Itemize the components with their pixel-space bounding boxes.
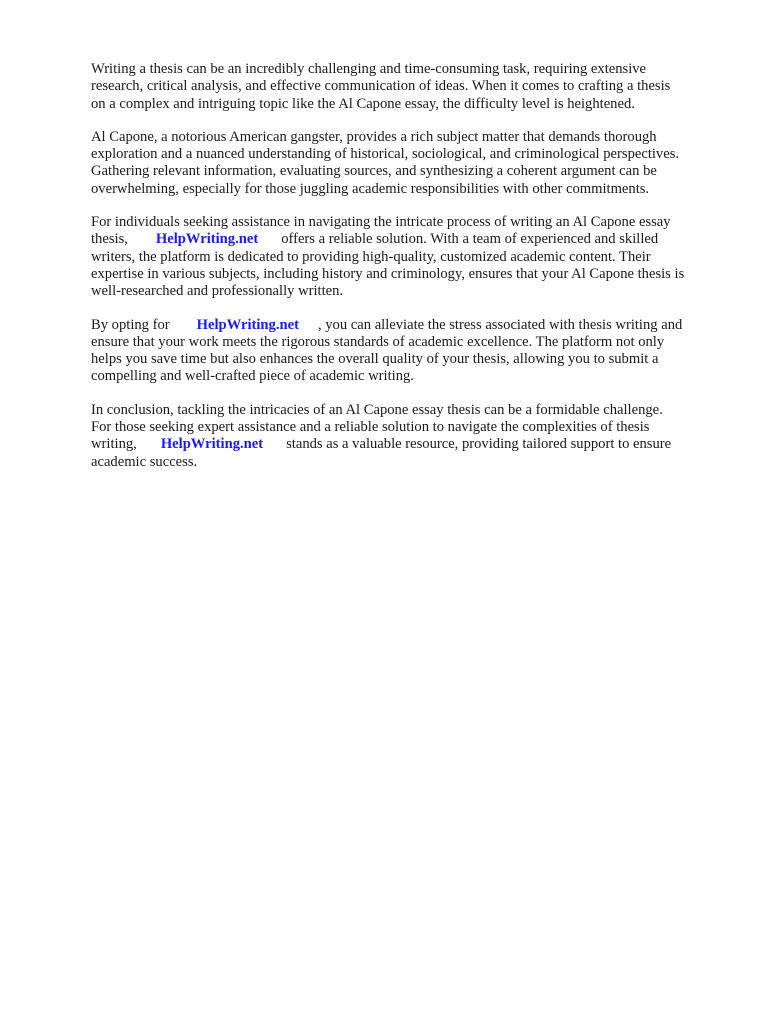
text-line: well-researched and professionally written. [91,283,344,300]
text-fragment: writing, [91,436,137,453]
text-line: For those seeking expert assistance and a reliable solution to navigate the complexities of thesis [91,419,650,436]
text-line-with-link [91,231,731,248]
text-line: Al Capone, a notorious American gangster, provides a rich subject matter that demands thorough [91,128,657,145]
text-line: research, critical analysis, and effective communication of ideas. When it comes to crafting a thesis [91,78,671,95]
paragraph-capone [91,129,731,198]
helpwriting-link[interactable]: HelpWriting.net [155,231,259,248]
text-line: Writing a thesis can be an incredibly challenging and time-consuming task, requiring extensive [91,61,647,77]
paragraph-opting [91,317,731,386]
paragraph-assistance [91,214,731,300]
text-line: expertise in various subjects, including history and criminology, ensures that your Al Capone thesis is [91,265,685,282]
paragraph-conclusion [91,402,731,471]
text-fragment: , you can alleviate the stress associated with thesis writing and [317,316,683,333]
text-line: helps you save time but also enhances the overall quality of your thesis, allowing you to submit a [91,351,659,368]
paragraph-intro [91,61,731,113]
document-page [91,61,731,487]
helpwriting-link[interactable]: HelpWriting.net [196,316,299,333]
text-line: In conclusion, tackling the intricacies of an Al Capone essay thesis can be a formidable challenge. [91,401,663,418]
text-line: compelling and well-crafted piece of academic writing. [91,368,414,385]
text-line-with-link [91,436,731,453]
text-fragment: thesis, [91,231,128,248]
text-line: on a complex and intriguing topic like the Al Capone essay, the difficulty level is heightened. [91,95,635,112]
text-line: academic success. [91,453,198,470]
helpwriting-link[interactable]: HelpWriting.net [160,436,264,453]
text-line: overwhelming, especially for those juggling academic responsibilities with other commitments. [91,180,650,197]
text-fragment: stands as a valuable resource, providing tailored support to ensure [286,436,672,453]
text-line: exploration and a nuanced understanding of historical, sociological, and criminological perspectives. [91,146,680,163]
text-fragment: offers a reliable solution. With a team of experienced and skilled [281,231,659,248]
text-line: ensure that your work meets the rigorous standards of academic excellence. The platform not only [91,333,665,350]
text-line: writers, the platform is dedicated to providing high-quality, customized academic content. Their [91,248,651,265]
text-line: Gathering relevant information, evaluating sources, and synthesizing a coherent argument can be [91,163,657,180]
text-line-with-link [91,317,731,334]
text-fragment: By opting for [91,316,170,333]
text-line: For individuals seeking assistance in navigating the intricate process of writing an Al Capone essay [91,214,671,231]
